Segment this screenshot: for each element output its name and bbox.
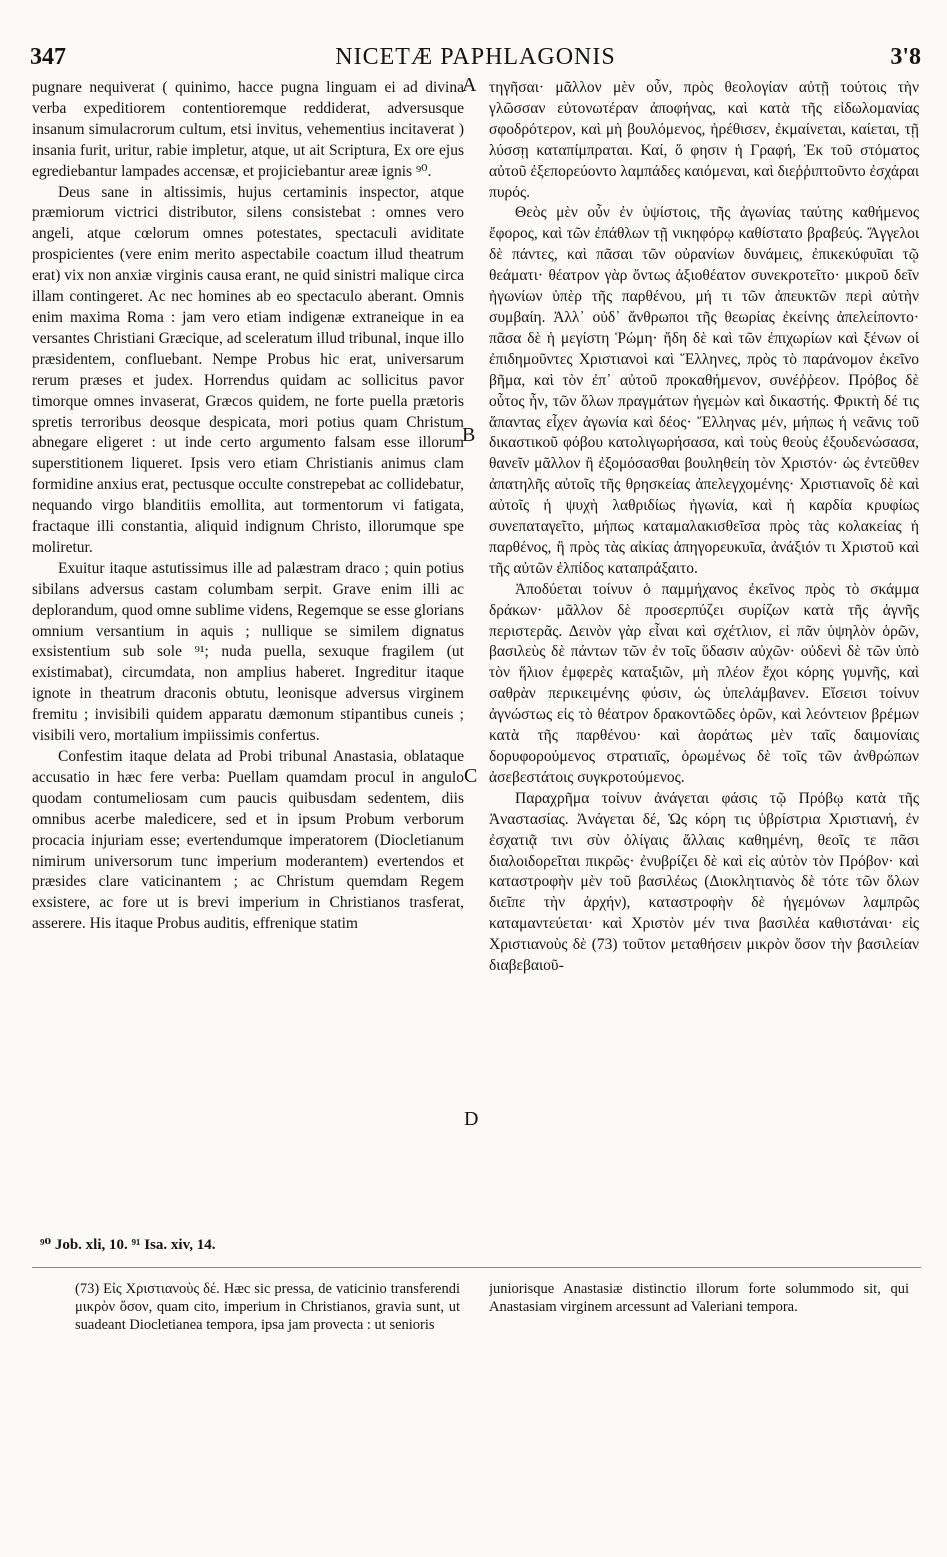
latin-paragraph: pugnare nequiverat ( quinimo, hacce pugna linguam ei ad divina verba expeditiorem contentioremque reddiderat, adversusque insanum simulacrorum cultum, etsi invitus, vehementius incitaverat ) insania furit, uritur, rabie impletur, atque, ut ait Scriptura, Ex ore ejus egrediebantur lampades accensæ, et projiciebantur areæ ignis ⁹⁰. — [32, 79, 464, 180]
page-header — [30, 44, 921, 76]
margin-marker-a: A — [462, 74, 477, 96]
greek-paragraph: Ἀποδύεται τοίνυν ὁ παμμήχανος ἐκεῖνος πρὸς τὸ σκάμμα δράκων· μᾶλλον δὲ προσερπύζει συρίζων κατὰ τῆς ἁγνῆς περιστερᾶς. Δεινὸν γὰρ εἶναι καὶ σχέτλιον, εἰ πᾶν ὑψηλὸν ὁρῶν, βασιλεὺς δὲ πάντων τῶν ἐν τοῖς ὕδασιν αὐχῶν· οὐδενὶ δὲ τῶν ὑπὸ τὸν ἥλιον ἐμφερὲς καταξιῶν, μὴ πλέον ἔχοι κόρης γυμνῆς, καὶ σαθρὰν περικειμένης φύσιν, ὡς ὑπελάμβανεν. Εἴσεισι τοίνυν ἀγνώστως εἰς τὸ θέατρον δρακοντῶδες ὁρῶν, καὶ λεόντειον βρέμων κατὰ τῆς παρθένου· καὶ ἀοράτως μὲν ταῖς δαιμονίαις δορυφορούμενος στρατιαῖς, ὁρωμένως δὲ τοῖς τῶν ἀνθρώπων ἀσεβεστάτοις συγκροτούμενος. — [489, 580, 919, 786]
latin-paragraph: Deus sane in altissimis, hujus certaminis inspector, atque præmiorum victrici distributor, silens consistebat : omnes vero angeli, atque cœlorum omnes potestates, spectaculi aviditate prospicientes (vere enim merito aspectabile coactum illud theatrum erat) vix non anxiæ virginis causa erant, ne quid sinistri malique circa illam contingeret. Ac nec homines ab eo spectaculo aberant. Omnis enim maxima Roma : jam vero etiam indigenæ extraneique in ea versantes Christiani Græcique, ad sceleratum illud tribunal, inque illo præsidentem, confluebant. Nempe Probus hic erat, universarum rerum præses et judex. Horrendus quidam ac sollicitus pavor timorque omnes invaserat, Græcos quidem, ne forte puella prætoris spretis terroribus deosque despicata, mori potius quam Christum abnegare eligeret : ut inde certo argumento falsam esse illorum superstitionem liqueret. Ipsis vero etiam Christianis animus clam formidine anxius erat, pectusque occulte constrepebat ac collidebatur, nequando virgo blanditiis emollita, aut tormentorum vi fatigata, fractaque illi constantia, aliquid indignum Christo, illorumque spe moliretur. — [32, 183, 464, 556]
margin-marker-d: D — [464, 1108, 479, 1130]
latin-paragraph: Exuitur itaque astutissimus ille ad palæstram draco ; quin potius sibilans adversus castam columbam serpit. Grave enim illi ac deplorandum, quod omne sublime videns, Regemque se esse glorians omnium versantium in aquis ; nullique se similem dignatus exsistentium sub sole ⁹¹; nuda puella, sexuque fragilem (ut existimabat), circumdata, non amplius haberet. Ingreditur itaque ignote in theatrum draconis obtutu, leonisque adversus virginem fremitu ; invisibili quidem apparatu dæmonum stipantibus cuneis ; visibili vero, mortalium impiissimis confertus. — [32, 559, 464, 745]
greek-paragraph: Παραχρῆμα τοίνυν ἀνάγεται φάσις τῷ Πρόβῳ κατὰ τῆς Ἀναστασίας. Ἀνάγεται δέ, Ὡς κόρη τις ὑβρίστρια Χριστιανή, ἐν ἐσχατιᾷ τινι σὺν ὀλίγαις ἄλλαις καθημένη, θεοῖς τε πᾶσι διαλοιδορεῖται πικρῶς· ἐνυβρίζει δὲ καὶ εἰς αὐτὸν τὸν Πρόβον· καὶ καταστροφὴν μὲν τοῦ βασιλέως (Διοκλητιανὸς δὲ τότε τῶν ὅλων διεῖπε τὴν ἀρχήν), καταστροφὴν δὲ ἡγεμόνων λαμπρῶς καταμαντεύεται· καὶ Χριστὸν μέν τινα βασιλέα καθιστάναι· εἰς Χριστιανοὺς δὲ (73) τοῦτον μεταθήσειν μικρὸν ὅσον τὴν βασιλείαν διαβεβαιοῦ- — [489, 789, 919, 975]
margin-marker-b: B — [462, 424, 476, 446]
page-number-left: 347 — [30, 44, 66, 70]
greek-column — [489, 78, 919, 1128]
latin-column — [32, 78, 464, 1128]
greek-paragraph: τηγῆσαι· μᾶλλον μὲν οὖν, πρὸς θεολογίαν αὐτῇ τούτοις τὴν γλῶσσαν εὐτονωτέραν ἀποφήνας, καὶ κατὰ τῆς εἰδωλομανίας σφοδρότερον, καὶ μὴ βουλόμενος, ἠρέθισεν, ἐκμαίνεται, καίεται, τῇ λύσσῃ καταπίμπραται. Καί, ὅ φησιν ἡ Γραφή, Ἐκ τοῦ στόματος αὐτοῦ ἐξεπορεύοντο λαμπάδες καιόμεναι, καὶ διεῤῥιπτοῦντο ἐσχάραι πυρός. — [489, 79, 919, 201]
footnote-divider — [32, 1267, 921, 1268]
footnote-left — [75, 1280, 460, 1370]
page-number-right: 3'8 — [890, 44, 921, 70]
latin-paragraph: Confestim itaque delata ad Probi tribunal Anastasia, oblataque accusatio in hæc fere verba: Puellam quamdam procul in angulo quodam contumeliosam cum paucis quibusdam sedentem, diis omnibus acerbe maledicere, sed et in ipsum Probum verborum procacia injuriam esse; evertendumque imperatorem (Diocletianum nimirum universorum tunc imperium moderantem) evertendos et præsides clare vaticinantem ; ac Christum quemdam Regem exsistere, ac fore ut is brevi imperium in Christianos trasferat, asserere. His itaque Probus auditis, effrenique statim — [32, 748, 464, 933]
running-title: NICETÆ PAPHLAGONIS — [335, 44, 616, 70]
scriptural-notes: ⁹⁰ Job. xli, 10. ⁹¹ Isa. xiv, 14. — [40, 1237, 216, 1253]
greek-paragraph: Θεὸς μὲν οὖν ἐν ὑψίστοις, τῆς ἀγωνίας ταύτης καθήμενος ἔφορος, καὶ τῶν ἐπάθλων τῇ νικηφόρῳ καθίστατο βραβεύς. Ἄγγελοι δὲ πάντες, καὶ πᾶσαι τῶν οὐρανίων δυνάμεις, ἐπικεκύφυῖαι τῷ θεάματι· θέατρον γὰρ ὄντως ἀξιοθέατον συνεκροτεῖτο· μικροῦ δεῖν ἠγωνίων ὑπὲρ τῆς παρθένου, μή τι τῶν ἀπευκτῶν περὶ αὐτὴν συμβαίη. Ἀλλ᾽ οὐδ᾽ ἄνθρωποι τῆς θεωρίας ἐκείνης ἀπελείποντο· πᾶσα δὲ ἡ μεγίστη Ῥώμη· ἤδη δὲ καὶ τῶν ἐπιχωρίων καὶ ξένων οἱ ἐπιδημοῦντες Χριστιανοὶ καὶ Ἕλληνες, πρὸς τὸ παράνομον ἐκεῖνο βῆμα, καὶ τὸν ἐπ᾽ αὐτοῦ προκαθήμενον, συνέῤῥεον. Πρόβος δὲ οὗτος ἦν, τῶν ὅλων πραγμάτων ἡγεμὼν καὶ δικαστής. Φρικτὴ δέ τις ἅπαντας εἶχεν ἀγωνία καὶ δέος· Ἕλληνας μέν, μήπως ἡ νεᾶνις τοῦ δικαστικοῦ φόβου κατολιγωρήσασα, καὶ τοὺς θεοὺς ἐξουδενώσασα, θανεῖν μᾶλλον ἢ ἐξομόσασθαι βουληθείη τὸν Χριστόν· ὡς ἐντεῦθεν ἀπατηλῆς αὐτοῖς τῆς θρησκείας ἀπελεγχομένης· Χριστιανοῖς δὲ καὶ αὐτοῖς ἡ ψυχὴ λαθριδίως ἠγωνία, καὶ ἡ καρδία κρυφίως συνεπαταγεῖτο, μήπως καταμαλακισθεῖσα πρὸς τὰς κολακείας ἡ παρθένος, ἢ πρὸς τὰς αἰκίας ἀπηγορευκυῖα, ἀνάξιόν τι Χριστοῦ καὶ τῆς αὐτῶν ἐλπίδος καταπράξαιτο. — [489, 204, 919, 577]
footnote-right: juniorisque Anastasiæ distinctio illorum forte solummodo sit, qui Anastasiam virginem arcessunt ad Valeriani tempora. — [489, 1281, 909, 1315]
footnote-text: (73) Εἰς Χριστιανοὺς δέ. Hæc sic pressa, de vaticinio transferendi μικρὸν ὅσον, quam cito, imperium in Christianos, gravia sunt, ut suadeant Diocletianea tempora, ipsa jam provecta : ut senioris — [75, 1281, 460, 1333]
margin-marker-c: C — [464, 765, 478, 787]
